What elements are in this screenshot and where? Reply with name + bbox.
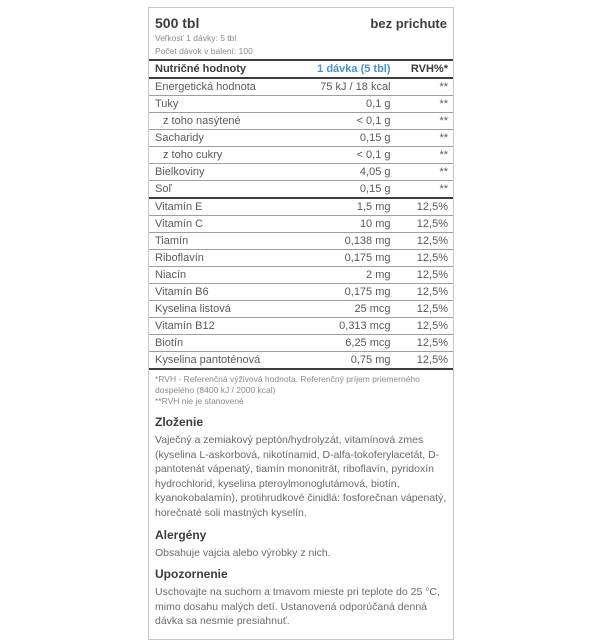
section-heading: Zloženie bbox=[155, 415, 204, 429]
label-header-row bbox=[155, 15, 447, 31]
row-value: 0,1 g bbox=[305, 96, 390, 113]
row-value: 10 mg bbox=[305, 216, 390, 233]
row-label: Vitamín B12 bbox=[149, 318, 305, 335]
nutrition-table-head bbox=[149, 60, 453, 78]
header-rvh: RVH%* bbox=[391, 60, 453, 78]
row-label: Sacharidy bbox=[149, 130, 305, 147]
section-heading: Alergény bbox=[155, 527, 207, 542]
section-paragraph: Uschovajte na suchom a tmavom mieste pri teplote do 25 °C, mimo dosahu malých detí. Ustanovená odporúčaná denná dávka sa nesmie presiahnuť. bbox=[155, 586, 440, 628]
row-label: Soľ bbox=[149, 181, 305, 199]
row-rvh: 12,5% bbox=[391, 216, 453, 233]
row-value: 2 mg bbox=[305, 267, 390, 284]
row-rvh: 12,5% bbox=[391, 318, 453, 335]
nutrition-row bbox=[149, 96, 453, 113]
row-label: Niacín bbox=[149, 267, 305, 284]
section-heading: Upozornenie bbox=[155, 567, 228, 582]
product-flavor: bez prichute bbox=[370, 16, 447, 31]
section-paragraph: Obsahuje vajcia alebo výrobky z nich. bbox=[155, 546, 331, 559]
footnote: *RVH - Referenčná výživová hodnota. Referenčný príjem priemerného dospelého (8400 kJ / 2000 kcal) bbox=[155, 374, 420, 395]
nutrition-table-body bbox=[149, 78, 453, 369]
row-value: 0,138 mg bbox=[305, 233, 390, 250]
nutrition-row bbox=[149, 78, 453, 96]
row-rvh: ** bbox=[391, 113, 453, 130]
row-label: Tiamín bbox=[149, 233, 305, 250]
row-value: 0,15 g bbox=[305, 130, 390, 147]
row-label: Biotín bbox=[149, 335, 305, 352]
nutrition-row bbox=[149, 181, 453, 199]
row-rvh: 12,5% bbox=[391, 233, 453, 250]
footnotes bbox=[149, 370, 453, 408]
nutrition-row bbox=[149, 267, 453, 284]
nutrition-row bbox=[149, 284, 453, 301]
nutrition-row bbox=[149, 250, 453, 267]
footnote: **RVH nie je stanovené bbox=[155, 396, 244, 406]
row-label: Vitamín C bbox=[149, 216, 305, 233]
nutrition-label bbox=[148, 7, 454, 640]
row-label: z toho nasýtené bbox=[149, 113, 305, 130]
row-label: Tuky bbox=[149, 96, 305, 113]
row-value: 0,313 mcg bbox=[305, 318, 390, 335]
nutrition-row bbox=[149, 318, 453, 335]
header-nutrition-values: Nutričné hodnoty bbox=[149, 60, 305, 78]
row-rvh: 12,5% bbox=[391, 267, 453, 284]
nutrition-row bbox=[149, 216, 453, 233]
row-value: 0,75 mg bbox=[305, 352, 390, 370]
nutrition-row bbox=[149, 130, 453, 147]
header-serving: 1 dávka (5 tbl) bbox=[305, 60, 390, 78]
row-label: Energetická hodnota bbox=[149, 78, 305, 96]
nutrition-row bbox=[149, 233, 453, 250]
row-value: < 0,1 g bbox=[305, 113, 390, 130]
row-label: Kyselina pantoténová bbox=[149, 352, 305, 370]
nutrition-row bbox=[149, 301, 453, 318]
nutrition-table bbox=[149, 59, 453, 370]
row-label: Kyselina listová bbox=[149, 301, 305, 318]
row-value: 0,175 mg bbox=[305, 250, 390, 267]
row-label: Vitamín E bbox=[149, 198, 305, 216]
label-header bbox=[149, 8, 453, 59]
nutrition-table-header-row bbox=[149, 60, 453, 78]
row-rvh: ** bbox=[391, 78, 453, 96]
row-label: Bielkoviny bbox=[149, 164, 305, 181]
row-label: Vitamín B6 bbox=[149, 284, 305, 301]
row-rvh: 12,5% bbox=[391, 352, 453, 370]
row-value: 0,15 g bbox=[305, 181, 390, 199]
nutrition-row bbox=[149, 352, 453, 370]
row-rvh: 12,5% bbox=[391, 198, 453, 216]
row-value: 6,25 mcg bbox=[305, 335, 390, 352]
nutrition-row bbox=[149, 335, 453, 352]
row-label: Riboflavín bbox=[149, 250, 305, 267]
row-rvh: 12,5% bbox=[391, 250, 453, 267]
nutrition-row bbox=[149, 113, 453, 130]
row-rvh: 12,5% bbox=[391, 335, 453, 352]
servings-per-pack: Počet dávok v balení: 100 bbox=[155, 45, 253, 56]
row-rvh: 12,5% bbox=[391, 284, 453, 301]
section-paragraph: Vaječný a zemiakový peptón/hydrolyzát, vitamínová zmes (kyselina L-askorbová, nikotínamid, D-alfa-tokoferylacetát, D-pantotenát vápenatý, tiamín mononitrát, riboflavín, pyridoxín hydrochlorid, kyselina pteroylmonoglutámová, biotín, kyanokobalamín), protihrudkové činidlá: fosforečnan vápenatý, horečnaté soli mastných kyselín. bbox=[155, 434, 447, 519]
row-label: z toho cukry bbox=[149, 147, 305, 164]
nutrition-row bbox=[149, 198, 453, 216]
row-rvh: ** bbox=[391, 164, 453, 181]
row-value: 0,175 mg bbox=[305, 284, 390, 301]
product-size: 500 tbl bbox=[155, 15, 200, 31]
nutrition-row bbox=[149, 164, 453, 181]
text-sections bbox=[149, 415, 453, 639]
row-value: < 0,1 g bbox=[305, 147, 390, 164]
serving-size: Veľkosť 1 dávky: 5 tbl bbox=[155, 33, 237, 43]
row-rvh: ** bbox=[391, 130, 453, 147]
row-rvh: 12,5% bbox=[391, 301, 453, 318]
row-value: 4,05 g bbox=[305, 164, 390, 181]
row-rvh: ** bbox=[391, 181, 453, 199]
row-rvh: ** bbox=[391, 96, 453, 113]
row-value: 75 kJ / 18 kcal bbox=[305, 78, 390, 96]
row-rvh: ** bbox=[391, 147, 453, 164]
nutrition-row bbox=[149, 147, 453, 164]
row-value: 1,5 mg bbox=[305, 198, 390, 216]
row-value: 25 mcg bbox=[305, 301, 390, 318]
